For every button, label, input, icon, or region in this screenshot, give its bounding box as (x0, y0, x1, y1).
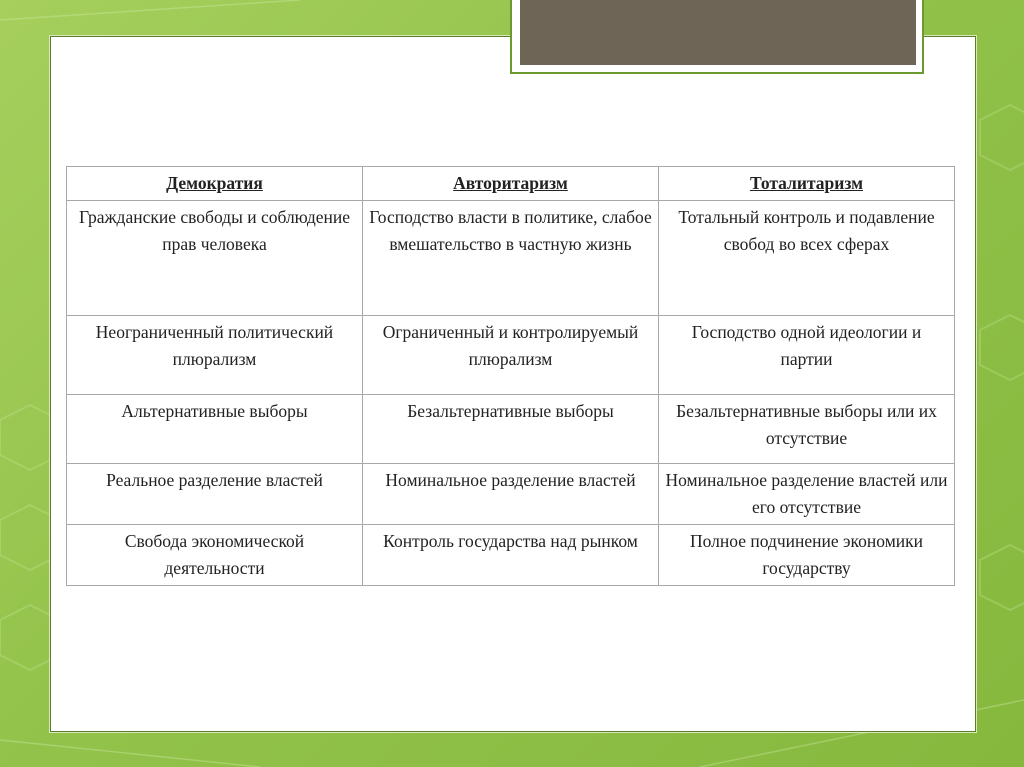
table-cell: Господство власти в политике, слабое вмешательство в частную жизнь (363, 201, 659, 316)
title-box (520, 0, 916, 65)
table-cell: Номинальное разделение властей (363, 464, 659, 525)
table-cell: Ограниченный и контролируемый плюрализм (363, 316, 659, 395)
table-cell: Полное подчинение экономики государству (659, 525, 955, 586)
table-row (67, 201, 955, 316)
table-cell: Свобода экономической деятельности (67, 525, 363, 586)
table-cell: Безальтернативные выборы или их отсутствие (659, 395, 955, 464)
header-authoritarianism: Авторитаризм (363, 167, 659, 201)
table-cell: Реальное разделение властей (67, 464, 363, 525)
table-header-row (67, 167, 955, 201)
table-row (67, 464, 955, 525)
table-row (67, 316, 955, 395)
table-cell: Контроль государства над рынком (363, 525, 659, 586)
table-cell: Безальтернативные выборы (363, 395, 659, 464)
header-totalitarianism: Тоталитаризм (659, 167, 955, 201)
table-cell: Альтернативные выборы (67, 395, 363, 464)
comparison-table (66, 166, 955, 586)
header-democracy: Демократия (67, 167, 363, 201)
table-row (67, 395, 955, 464)
table-cell: Господство одной идеологии и партии (659, 316, 955, 395)
table-cell: Номинальное разделение властей или его отсутствие (659, 464, 955, 525)
table-cell: Неограниченный политический плюрализм (67, 316, 363, 395)
table-row (67, 525, 955, 586)
table-cell: Гражданские свободы и соблюдение прав человека (67, 201, 363, 316)
table-cell: Тотальный контроль и подавление свобод во всех сферах (659, 201, 955, 316)
